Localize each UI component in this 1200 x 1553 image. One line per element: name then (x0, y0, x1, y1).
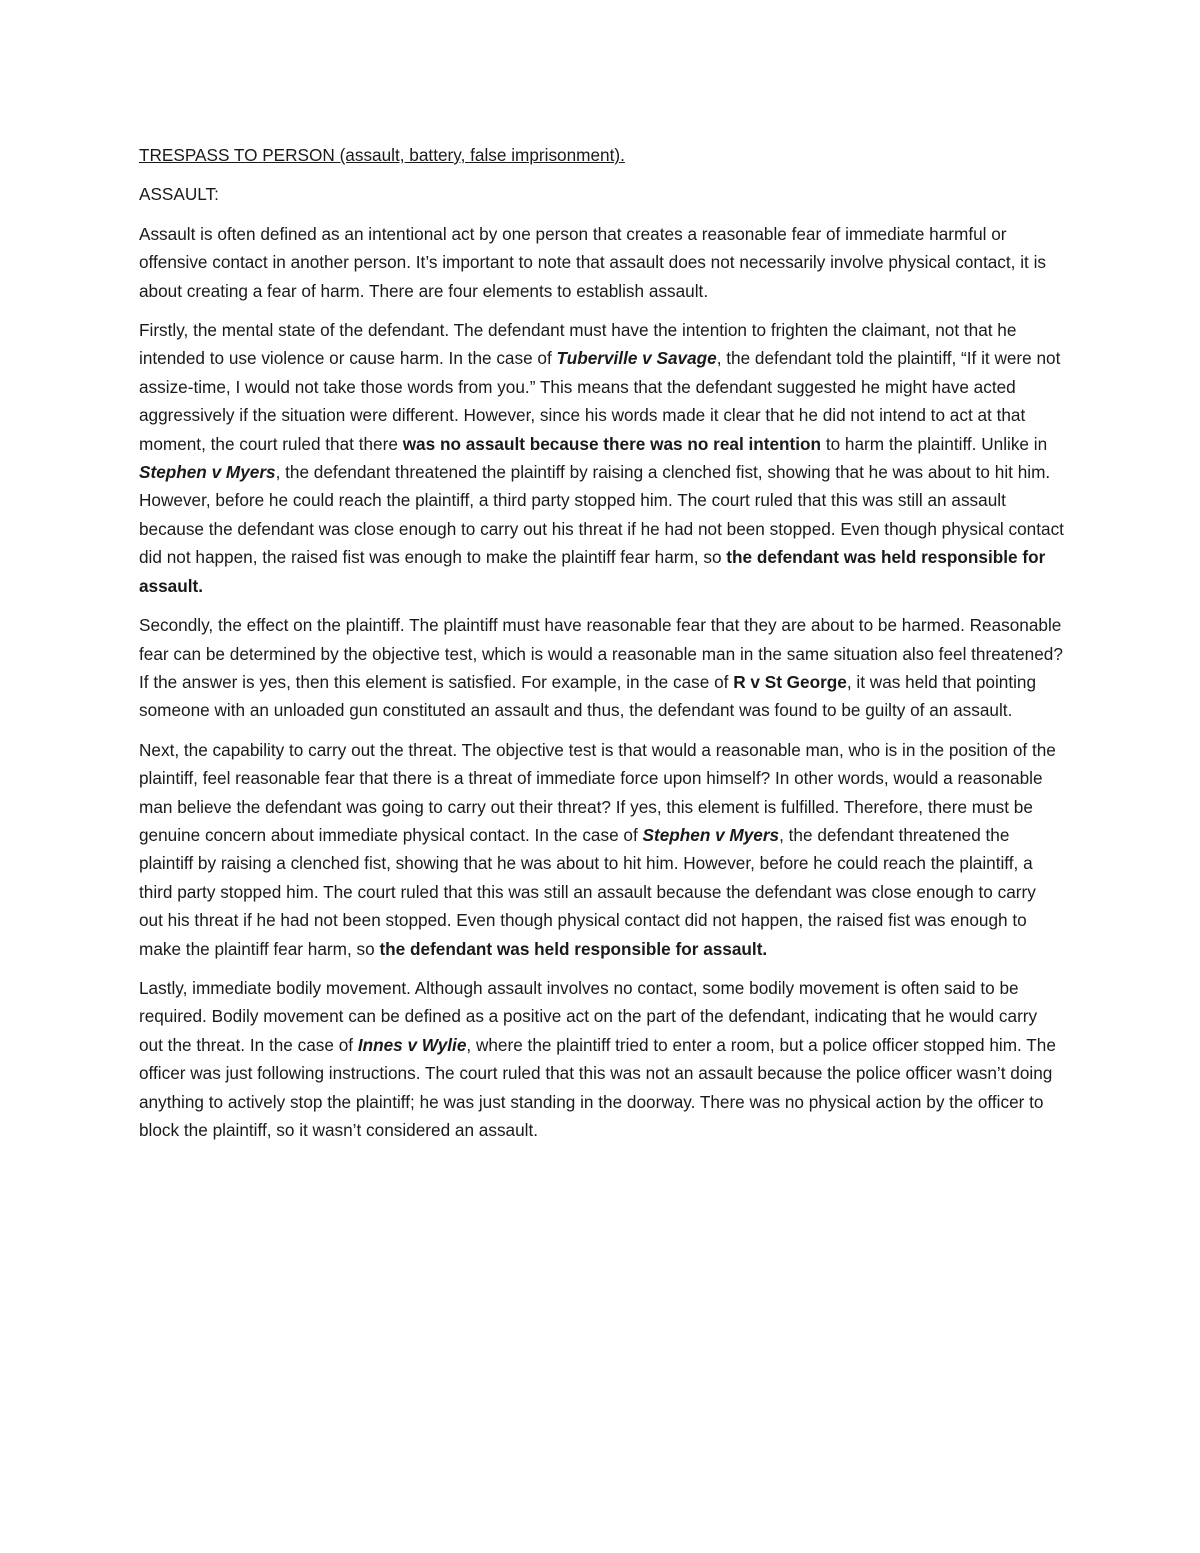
text-run: , the defendant told the plaintiff, “If it were not assize-time, I would not take those words from you.” This means that the defendant suggested he might have acted aggressively if the situation were different. However, since his words made it clear that he did not intend to act at that moment, the court ruled that there (139, 348, 1061, 454)
case-name: Innes v Wylie (357, 1034, 467, 1055)
text-run: Secondly, the effect on the plaintiff. The plaintiff must have reasonable fear that they are about to be harmed. Reasonable fear can be determined by the objective test, which is would a reasonable man in the same situation also feel threatened? If the answer is yes, then this element is satisfied. For example, in the case of (139, 615, 1063, 692)
bold-text: the defendant was held responsible for assault. (139, 547, 1046, 596)
paragraph (139, 220, 1064, 305)
text-run: to harm the plaintiff. Unlike in (821, 433, 1048, 454)
text-run: Firstly, the mental state of the defendant. The defendant must have the intention to frighten the claimant, not that he intended to use violence or cause harm. In the case of (139, 320, 1017, 369)
section-heading: ASSAULT: (139, 184, 219, 205)
paragraph (139, 611, 1064, 725)
bold-text: the defendant was held responsible for assault. (379, 938, 768, 959)
text-run: , where the plaintiff tried to enter a room, but a police officer stopped him. The officer was just following instructions. The court ruled that this was not an assault because the police officer wasn’t doing anything to actively stop the plaintiff; he was just standing in the doorway. There was no physical action by the officer to block the plaintiff, so it wasn’t considered an assault. (139, 1034, 1056, 1140)
paragraph (139, 974, 1064, 1144)
text-run: Lastly, immediate bodily movement. Although assault involves no contact, some bodily movement is often said to be required. Bodily movement can be defined as a positive act on the part of the defendant, indicating that he would carry out the threat. In the case of (139, 977, 1038, 1055)
document-page (139, 141, 1064, 1155)
text-run: Assault is often defined as an intentional act by one person that creates a reasonable fear of immediate harmful or offensive contact in another person. It’s important to note that assault does not necessarily involve physical contact, it is about creating a fear of harm. There are four elements to establish assault. (139, 223, 1046, 301)
text-run: , it was held that pointing someone with an unloaded gun constituted an assault and thus, the defendant was found to be guilty of an assault. (139, 671, 1037, 721)
case-name: Stephen v Myers (139, 462, 276, 483)
text-run: Next, the capability to carry out the threat. The objective test is that would a reasonable man, who is in the position of the plaintiff, feel reasonable fear that there is a threat of immediate force upon himself? In other words, would a reasonable man believe the defendant was going to carry out their threat? If yes, this element is fulfilled. Therefore, there must be genuine concern about immediate physical contact. In the case of (139, 739, 1056, 845)
bold-text: was no assault because there was no real intention (402, 433, 822, 454)
text-run: , the defendant threatened the plaintiff by raising a clenched fist, showing that he was about to hit him. However, before he could reach the plaintiff, a third party stopped him. The court ruled that this was still an assault because the defendant was close enough to carry out his threat if he had not been stopped. Even though physical contact did not happen, the raised fist was enough to make the plaintiff fear harm, so (139, 824, 1036, 959)
text-run: , the defendant threatened the plaintiff by raising a clenched fist, showing that he was about to hit him. However, before he could reach the plaintiff, a third party stopped him. The court ruled that this was still an assault because the defendant was close enough to carry out his threat if he had not been stopped. Even though physical contact did not happen, the raised fist was enough to make the plaintiff fear harm, so (139, 462, 1064, 568)
bold-text: R v St George (733, 671, 847, 692)
case-name: Tuberville v Savage (556, 348, 717, 369)
paragraph (139, 316, 1064, 600)
paragraph (139, 736, 1064, 963)
document-title: TRESPASS TO PERSON (assault, battery, false imprisonment). (139, 145, 625, 165)
case-name: Stephen v Myers (642, 824, 780, 845)
document-body (139, 220, 1064, 1145)
